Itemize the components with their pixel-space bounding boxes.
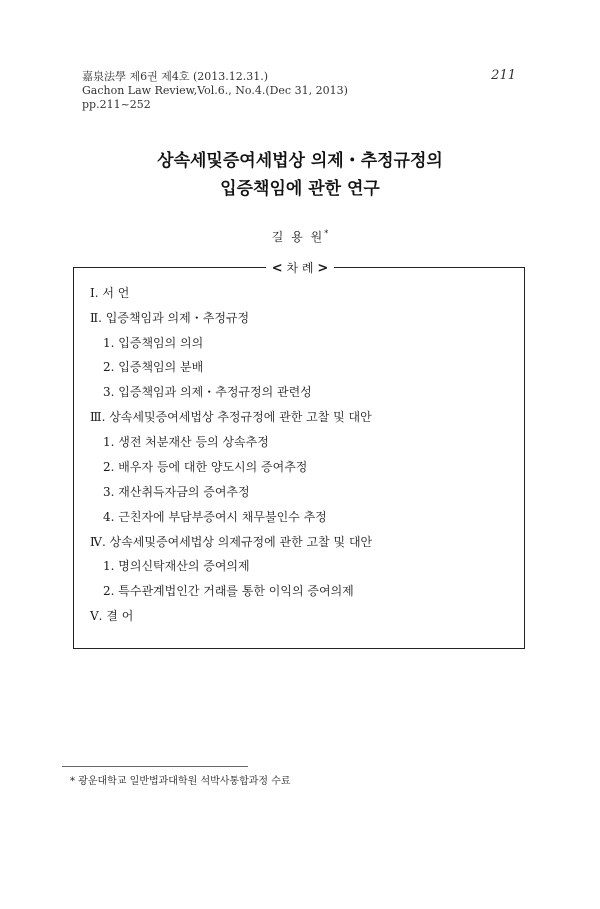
toc-item-section-4-2: 2. 특수관계법인간 거래를 통한 이익의 증여의제 [103,584,354,598]
footnote-divider [62,766,248,767]
author-footnote: * 광운대학교 일반법과대학원 석박사통합과정 수료 [70,776,291,787]
toc-label-text: 차 례 [286,261,314,275]
journal-citation-english: Gachon Law Review,Vol.6., No.4.(Dec 31, 2013) [82,84,348,97]
journal-citation-korean: 嘉泉法學 제6권 제4호 (2013.12.31.) [82,70,269,83]
page-number: 211 [491,68,516,83]
author [0,228,600,245]
toc-item-section-3-2: 2. 배우자 등에 대한 양도시의 증여추정 [103,460,308,474]
toc-item-section-5: Ⅴ. 결 어 [90,609,134,623]
toc-item-section-4-1: 1. 명의신탁재산의 증여의제 [103,559,250,573]
journal-header [82,70,348,112]
toc-item-section-4: Ⅳ. 상속세및증여세법상 의제규정에 관한 고찰 및 대안 [90,535,373,549]
toc-item-section-2-3: 3. 입증책임과 의제・추정규정의 관련성 [103,385,312,399]
toc-item-section-3-3: 3. 재산취득자금의 증여추정 [103,485,250,499]
paper-title-line-2: 입증책임에 관한 연구 [220,179,380,199]
toc-item-section-3-4: 4. 근친자에 부담부증여시 채무불인수 추정 [103,510,327,524]
toc-item-section-1: Ⅰ. 서 언 [90,286,130,300]
author-footnote-mark: * [324,229,329,238]
author-name: 길 용 원 [271,230,325,244]
chevron-right-icon: > [317,261,329,276]
toc-item-section-3-1: 1. 생전 처분재산 등의 상속추정 [103,435,269,449]
toc-item-section-2-2: 2. 입증책임의 분배 [103,360,204,374]
toc-item-section-3: Ⅲ. 상속세및증여세법상 추정규정에 관한 고찰 및 대안 [90,410,372,424]
chevron-left-icon: < [271,261,283,276]
toc-item-section-2: Ⅱ. 입증책임과 의제・추정규정 [90,311,250,325]
journal-page-range: pp.211~252 [82,98,151,111]
table-of-contents-label [0,259,600,276]
toc-item-section-2-1: 1. 입증책임의 의의 [103,336,204,350]
paper-title-line-1: 상속세및증여세법상 의제・추정규정의 [157,151,443,171]
